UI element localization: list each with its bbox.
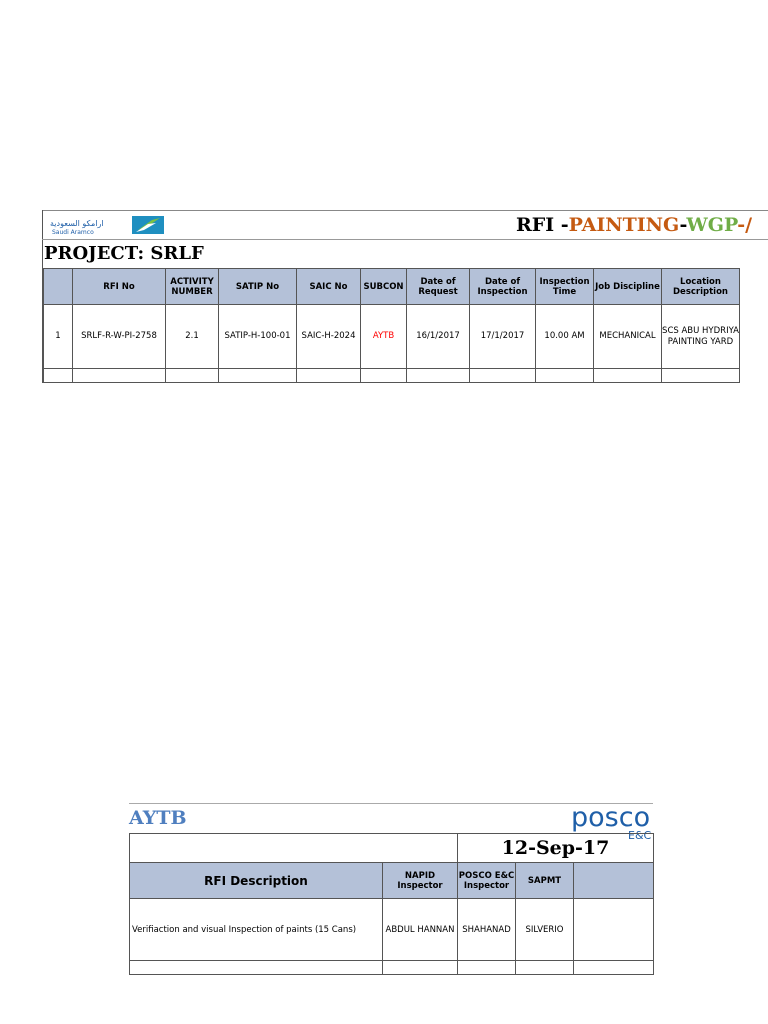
cell-location: SCS ABU HYDRIYA PAINTING YARD	[662, 305, 740, 369]
header-satip-no: SATIP No	[219, 269, 297, 305]
header-rfi-description: RFI Description	[130, 863, 383, 899]
saudi-aramco-logo	[48, 214, 168, 236]
header-activity-number: ACTIVITY NUMBER	[166, 269, 219, 305]
title-prefix: RFI -	[516, 214, 569, 236]
title-painting: PAINTING	[568, 214, 680, 236]
table-row	[130, 899, 654, 961]
header-job-discipline: Job Discipline	[594, 269, 662, 305]
header-inspection-time: Inspection Time	[536, 269, 594, 305]
cell-satip: SATIP-H-100-01	[219, 305, 297, 369]
date-blank-cell	[130, 834, 458, 863]
cell-posco: SHAHANAD	[458, 899, 516, 961]
title-suffix: -/	[737, 214, 753, 236]
header-rfi-no: RFI No	[73, 269, 166, 305]
header-sn	[44, 269, 73, 305]
cell-discipline: MECHANICAL	[594, 305, 662, 369]
cell-napid: ABDUL HANNAN	[383, 899, 458, 961]
svg-text:E&C: E&C	[628, 829, 652, 841]
svg-text:posco: posco	[571, 802, 651, 833]
header-posco-inspector: POSCO E&C Inspector	[458, 863, 516, 899]
table-row-empty	[44, 369, 740, 383]
title-separator	[42, 239, 768, 240]
svg-text:ارامكو السعودية: ارامكو السعودية	[50, 219, 104, 228]
cell-rfi-no: SRLF-R-W-PI-2758	[73, 305, 166, 369]
title-wgp: WGP	[686, 214, 738, 236]
report-date: 12-Sep-17	[458, 834, 654, 863]
aramco-logo-icon	[48, 214, 168, 236]
table-row	[44, 305, 740, 369]
inspection-table	[129, 862, 654, 975]
company-title: AYTB	[129, 807, 187, 829]
table-header-row	[130, 863, 654, 899]
rfi-title	[516, 211, 768, 239]
header-date-inspection: Date of Inspection	[470, 269, 536, 305]
cell-extra	[574, 899, 654, 961]
cell-sapmt: SILVERIO	[516, 899, 574, 961]
project-title: PROJECT: SRLF	[44, 243, 204, 264]
header-saic-no: SAIC No	[297, 269, 361, 305]
date-table	[129, 833, 654, 863]
svg-text:Saudi Aramco: Saudi Aramco	[52, 229, 94, 236]
table-row-empty	[130, 961, 654, 975]
header-subcon: SUBCON	[361, 269, 407, 305]
title-dash: -	[679, 214, 687, 236]
cell-date-request: 16/1/2017	[407, 305, 470, 369]
header-location: Location Description	[662, 269, 740, 305]
cell-subcon: AYTB	[361, 305, 407, 369]
header-napid-inspector: NAPID Inspector	[383, 863, 458, 899]
cell-saic: SAIC-H-2024	[297, 305, 361, 369]
cell-activity: 2.1	[166, 305, 219, 369]
header-sapmt: SAPMT	[516, 863, 574, 899]
cell-sn: 1	[44, 305, 73, 369]
cell-time: 10.00 AM	[536, 305, 594, 369]
cell-date-inspection: 17/1/2017	[470, 305, 536, 369]
header-blank	[574, 863, 654, 899]
header-date-request: Date of Request	[407, 269, 470, 305]
cell-description: Verifiaction and visual Inspection of paints (15 Cans)	[130, 899, 383, 961]
table-header-row	[44, 269, 740, 305]
rfi-table	[43, 268, 740, 383]
